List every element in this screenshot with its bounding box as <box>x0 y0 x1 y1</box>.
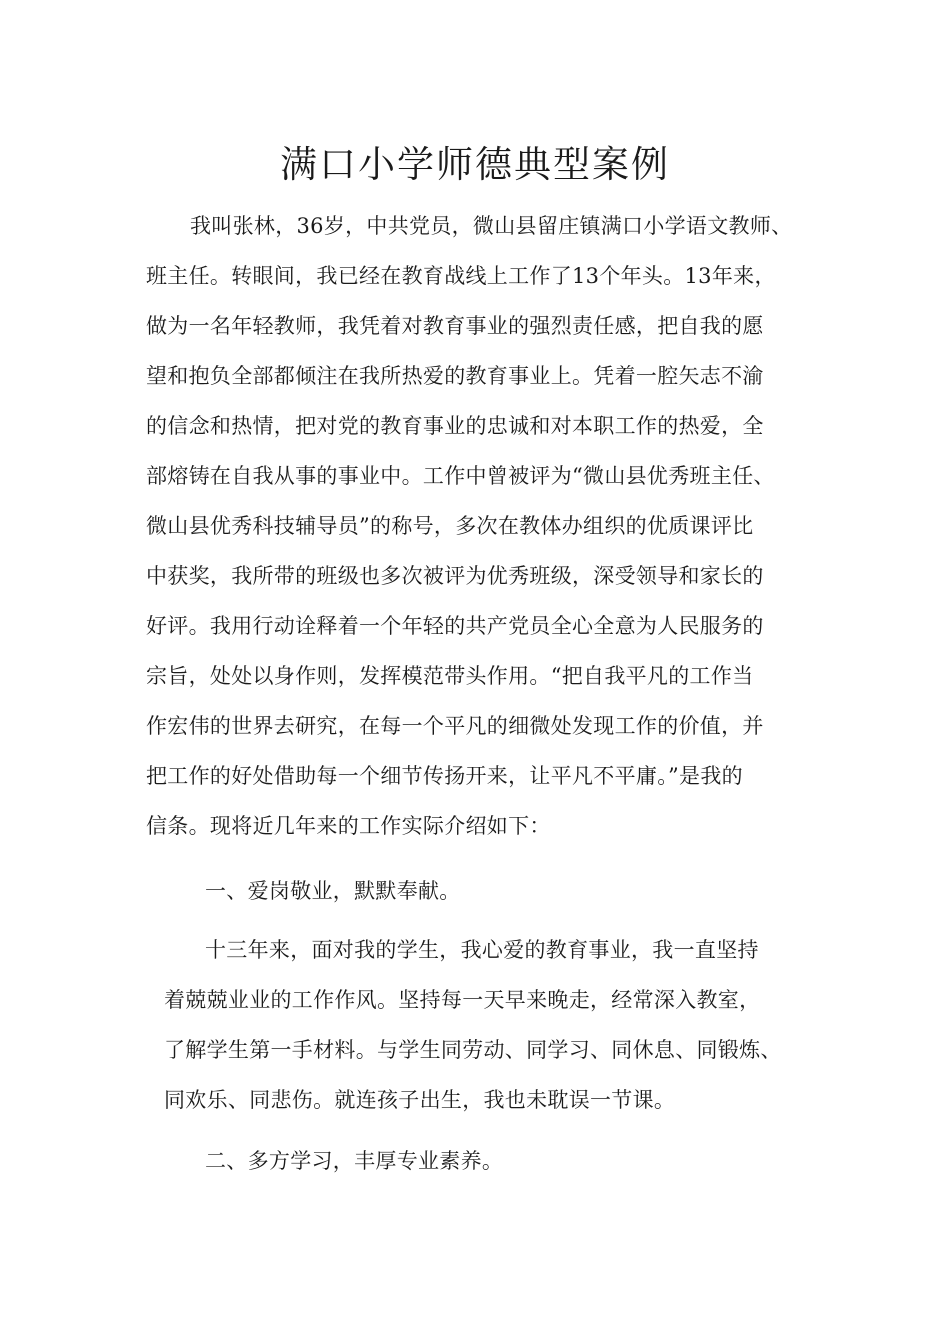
paragraph-line: 望和抱负全部都倾注在我所热爱的教育事业上。凭着一腔矢志不渝 <box>146 364 764 388</box>
paragraph-line: 班主任。转眼间，我已经在教育战线上工作了13个年头。13年来， <box>146 264 776 288</box>
paragraph-line: 同欢乐、同悲伤。就连孩子出生，我也未耽误一节课。 <box>164 1088 676 1112</box>
paragraph-line: 作宏伟的世界去研究，在每一个平凡的细微处发现工作的价值，并 <box>146 714 764 738</box>
paragraph-line: 我叫张林，36岁，中共党员，微山县留庄镇满口小学语文教师、 <box>190 214 793 238</box>
paragraph-line: 宗旨，处处以身作则，发挥模范带头作用。“把自我平凡的工作当 <box>146 664 754 688</box>
section-heading: 二、多方学习，丰厚专业素养。 <box>205 1149 504 1173</box>
paragraph-line: 部熔铸在自我从事的事业中。工作中曾被评为“微山县优秀班主任、 <box>146 464 775 488</box>
paragraph-line: 把工作的好处借助每一个细节传扬开来，让平凡不平庸。”是我的 <box>146 764 743 788</box>
paragraph-line: 中获奖，我所带的班级也多次被评为优秀班级，深受领导和家长的 <box>146 564 764 588</box>
section-heading: 一、爱岗敬业，默默奉献。 <box>205 879 461 903</box>
paragraph-line: 着兢兢业业的工作作风。坚持每一天早来晚走，经常深入教室， <box>164 988 761 1012</box>
paragraph-line: 的信念和热情，把对党的教育事业的忠诚和对本职工作的热爱，全 <box>146 414 764 438</box>
paragraph-line: 好评。我用行动诠释着一个年轻的共产党员全心全意为人民服务的 <box>146 614 764 638</box>
paragraph-line: 信条。现将近几年来的工作实际介绍如下： <box>146 814 551 838</box>
paragraph-line: 十三年来，面对我的学生，我心爱的教育事业，我一直坚持 <box>205 938 759 962</box>
document-title: 满口小学师德典型案例 <box>280 143 670 186</box>
paragraph-line: 做为一名年轻教师，我凭着对教育事业的强烈责任感，把自我的愿 <box>146 314 764 338</box>
paragraph-line: 微山县优秀科技辅导员”的称号，多次在教体办组织的优质课评比 <box>146 514 754 538</box>
paragraph-line: 了解学生第一手材料。与学生同劳动、同学习、同休息、同锻炼、 <box>164 1038 782 1062</box>
